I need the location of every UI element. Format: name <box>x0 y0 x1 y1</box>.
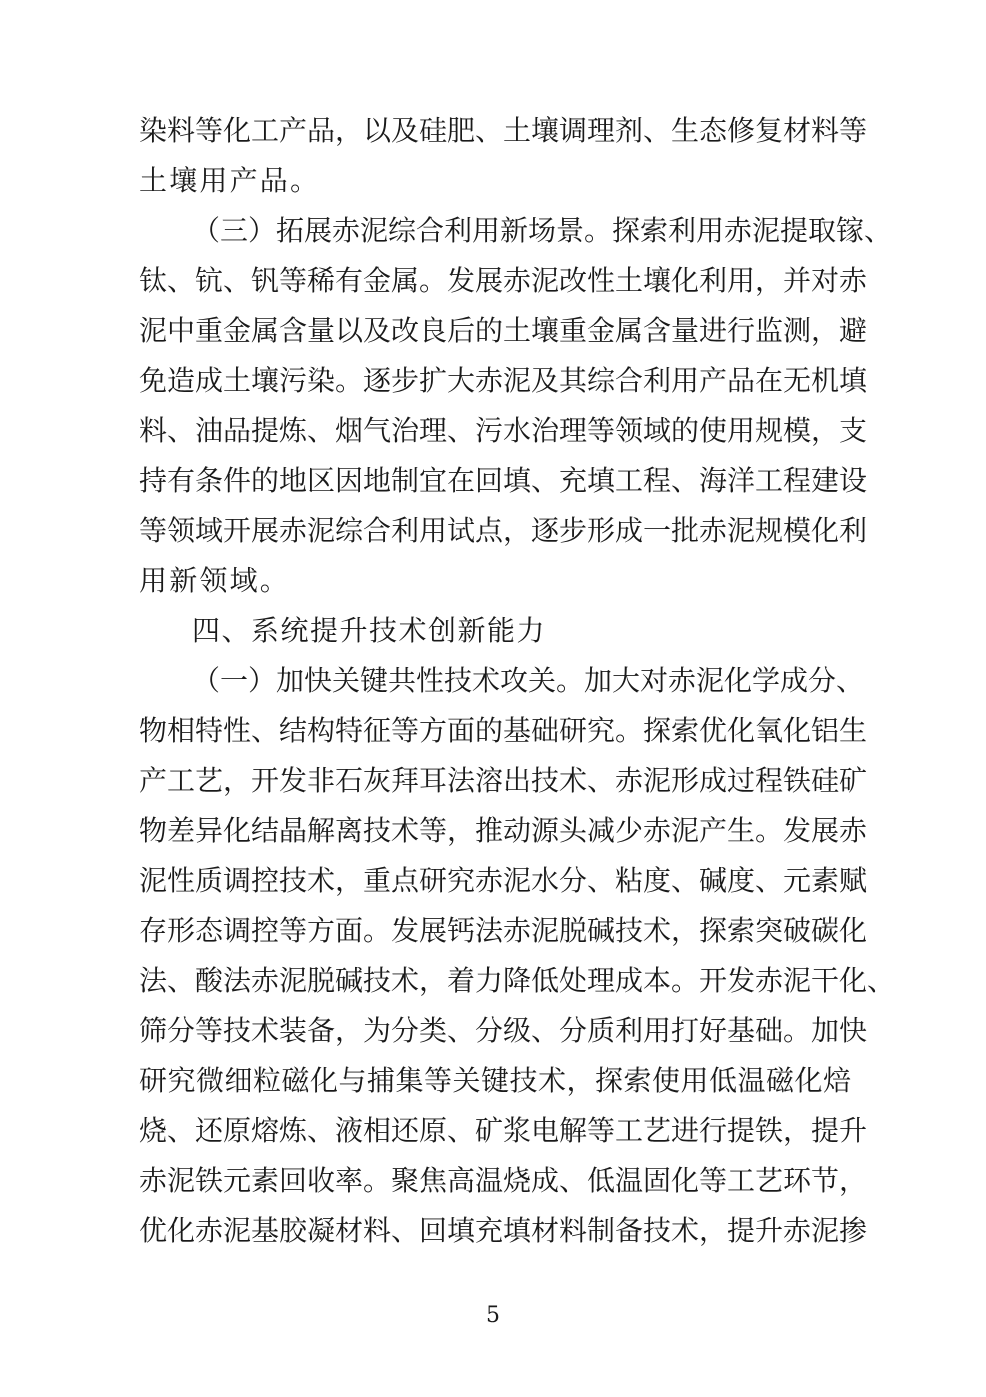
paragraph-three-line-6: 持有条件的地区因地制宜在回填、充填工程、海洋工程建设 <box>139 464 868 497</box>
paragraph-one-line-9: 研究微细粒磁化与捕集等关键技术，探索使用低温磁化焙 <box>139 1064 851 1097</box>
page-number: 5 <box>486 1303 500 1328</box>
paragraph-one-line-3: 产工艺，开发非石灰拜耳法溶出技术、赤泥形成过程铁硅矿 <box>139 764 868 797</box>
section-heading: 四、系统提升技术创新能力 <box>192 614 547 647</box>
paragraph-three-line-8: 用新领域。 <box>139 564 291 597</box>
paragraph-one-line-2: 物相特性、结构特征等方面的基础研究。探索优化氧化铝生 <box>139 714 868 747</box>
paragraph-three-line-5: 料、油品提炼、烟气治理、污水治理等领域的使用规模，支 <box>139 414 868 447</box>
paragraph-one-line-11: 赤泥铁元素回收率。聚焦高温烧成、低温固化等工艺环节， <box>139 1164 868 1197</box>
paragraph-three-line-7: 等领域开展赤泥综合利用试点，逐步形成一批赤泥规模化利 <box>139 514 868 547</box>
paragraph-three-line-1: （三）拓展赤泥综合利用新场景。探索利用赤泥提取镓、 <box>192 214 893 247</box>
paragraph-one-line-6: 存形态调控等方面。发展钙法赤泥脱碱技术，探索突破碳化 <box>139 914 868 947</box>
paragraph-three-line-4: 免造成土壤污染。逐步扩大赤泥及其综合利用产品在无机填 <box>139 364 868 397</box>
paragraph-three-line-3: 泥中重金属含量以及改良后的土壤重金属含量进行监测，避 <box>139 314 868 347</box>
paragraph-intro-line-1: 染料等化工产品，以及硅肥、土壤调理剂、生态修复材料等 <box>139 114 868 147</box>
paragraph-one-line-8: 筛分等技术装备，为分类、分级、分质利用打好基础。加快 <box>139 1014 868 1047</box>
paragraph-one-line-7: 法、酸法赤泥脱碱技术，着力降低处理成本。开发赤泥干化、 <box>139 964 896 997</box>
paragraph-one-line-5: 泥性质调控技术，重点研究赤泥水分、粘度、碱度、元素赋 <box>139 864 868 897</box>
paragraph-one-line-12: 优化赤泥基胶凝材料、回填充填材料制备技术，提升赤泥掺 <box>139 1214 868 1247</box>
paragraph-one-line-1: （一）加快关键共性技术攻关。加大对赤泥化学成分、 <box>192 664 865 697</box>
paragraph-one-line-4: 物差异化结晶解离技术等，推动源头减少赤泥产生。发展赤 <box>139 814 868 847</box>
paragraph-one-line-10: 烧、还原熔炼、液相还原、矿浆电解等工艺进行提铁，提升 <box>139 1114 868 1147</box>
paragraph-intro-line-2: 土壤用产品。 <box>139 164 321 197</box>
paragraph-three-line-2: 钛、钪、钒等稀有金属。发展赤泥改性土壤化利用，并对赤 <box>139 264 868 297</box>
